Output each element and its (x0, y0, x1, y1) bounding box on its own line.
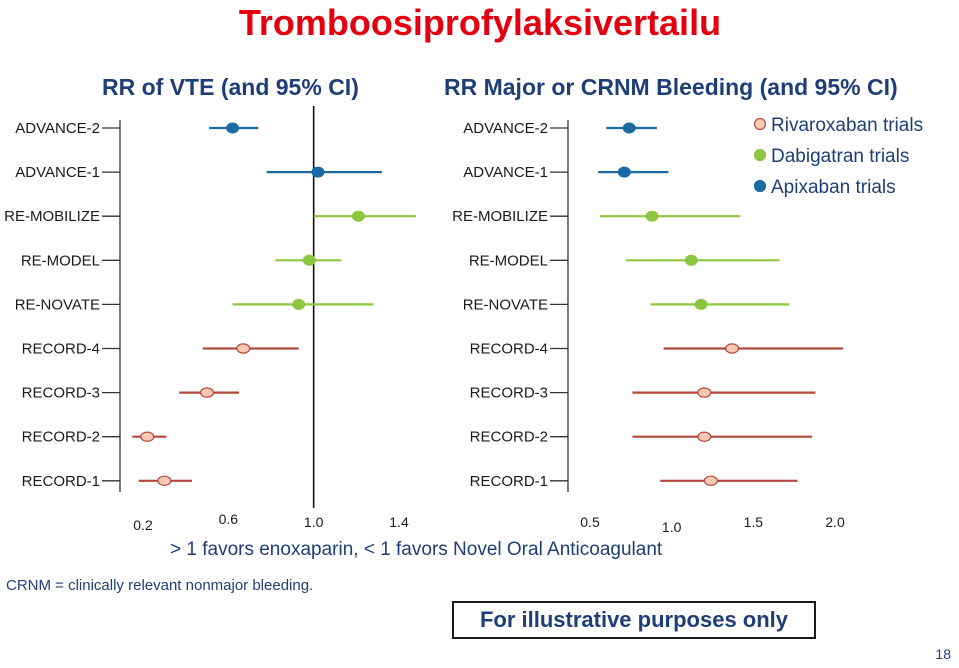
bleeding-row-label-re-novate: RE-NOVATE (462, 296, 548, 314)
vte-row-label-record-3: RECORD-3 (21, 384, 100, 402)
illustrative-purposes-box: For illustrative purposes only (452, 601, 816, 639)
page-number: 18 (935, 646, 951, 662)
bleeding-row-label-advance-1: ADVANCE-1 (463, 164, 548, 182)
vte-x-tick-label: 0.6 (218, 511, 239, 527)
bleeding-x-tick-label: 1.0 (661, 519, 682, 535)
bleeding-row-label-record-3: RECORD-3 (469, 384, 548, 402)
crnm-footnote: CRNM = clinically relevant nonmajor bleeding. (6, 577, 314, 594)
slide-title: Tromboosiprofylaksivertailu (238, 2, 722, 43)
legend-marker-rivaroxaban (755, 119, 766, 130)
bleeding-row-label-record-2: RECORD-2 (469, 428, 548, 446)
vte-point-re-mobilize (352, 211, 364, 221)
vte-row-label-advance-2: ADVANCE-2 (15, 120, 100, 137)
bleeding-x-tick-label: 0.5 (580, 514, 600, 530)
vte-point-advance-2 (227, 123, 239, 133)
vte-point-record-3 (201, 388, 214, 397)
legend-marker-dabigatran (755, 150, 766, 161)
bleeding-row-label-advance-2: ADVANCE-2 (463, 120, 548, 137)
bleeding-row-label-re-model: RE-MODEL (468, 252, 548, 270)
bleeding-chart-title: RR Major or CRNM Bleeding (and 95% CI) (444, 74, 898, 100)
vte-row-label-record-2: RECORD-2 (21, 428, 100, 446)
legend-label-rivaroxaban: Rivaroxaban trials (771, 115, 924, 136)
bleeding-point-record-2 (698, 432, 711, 441)
bleeding-point-record-4 (726, 344, 739, 353)
vte-point-re-model (303, 255, 315, 265)
vte-row-label-record-4: RECORD-4 (21, 340, 100, 358)
vte-point-advance-1 (312, 167, 324, 177)
vte-row-label-re-model: RE-MODEL (20, 252, 100, 270)
vte-row-label-record-1: RECORD-1 (21, 472, 100, 490)
bleeding-x-tick-label: 2.0 (825, 514, 845, 530)
vte-point-record-2 (141, 432, 154, 441)
bleeding-row-label-record-1: RECORD-1 (469, 472, 548, 490)
vte-x-tick-label: 0.2 (133, 517, 153, 533)
bleeding-row-label-record-4: RECORD-4 (469, 340, 548, 358)
vte-row-label-re-novate: RE-NOVATE (14, 296, 100, 314)
bleeding-point-advance-1 (618, 167, 630, 177)
vte-chart-title: RR of VTE (and 95% CI) (102, 74, 359, 100)
vte-x-tick-label: 1.0 (303, 514, 324, 530)
vte-row-label-re-mobilize: RE-MOBILIZE (4, 208, 100, 226)
vte-x-tick-label: 1.4 (389, 514, 409, 530)
bleeding-point-re-model (685, 255, 697, 265)
bleeding-point-advance-2 (623, 123, 635, 133)
bleeding-point-record-3 (698, 388, 711, 397)
bleeding-point-record-1 (704, 476, 717, 485)
vte-point-record-4 (237, 344, 250, 353)
legend-marker-apixaban (755, 181, 766, 192)
vte-point-record-1 (158, 476, 171, 485)
legend (755, 115, 924, 198)
bleeding-point-re-mobilize (646, 211, 658, 221)
vte-forest-plot (4, 106, 416, 533)
legend-label-apixaban: Apixaban trials (771, 177, 896, 198)
legend-label-dabigatran: Dabigatran trials (771, 146, 910, 167)
vte-point-re-novate (293, 299, 305, 309)
vte-row-label-advance-1: ADVANCE-1 (15, 164, 100, 182)
axis-interpretation-note: > 1 favors enoxaparin, < 1 favors Novel Oral Anticoagulant (170, 539, 663, 560)
bleeding-x-tick-label: 1.5 (743, 514, 764, 530)
bleeding-row-label-re-mobilize: RE-MOBILIZE (452, 208, 548, 226)
bleeding-point-re-novate (695, 299, 707, 309)
